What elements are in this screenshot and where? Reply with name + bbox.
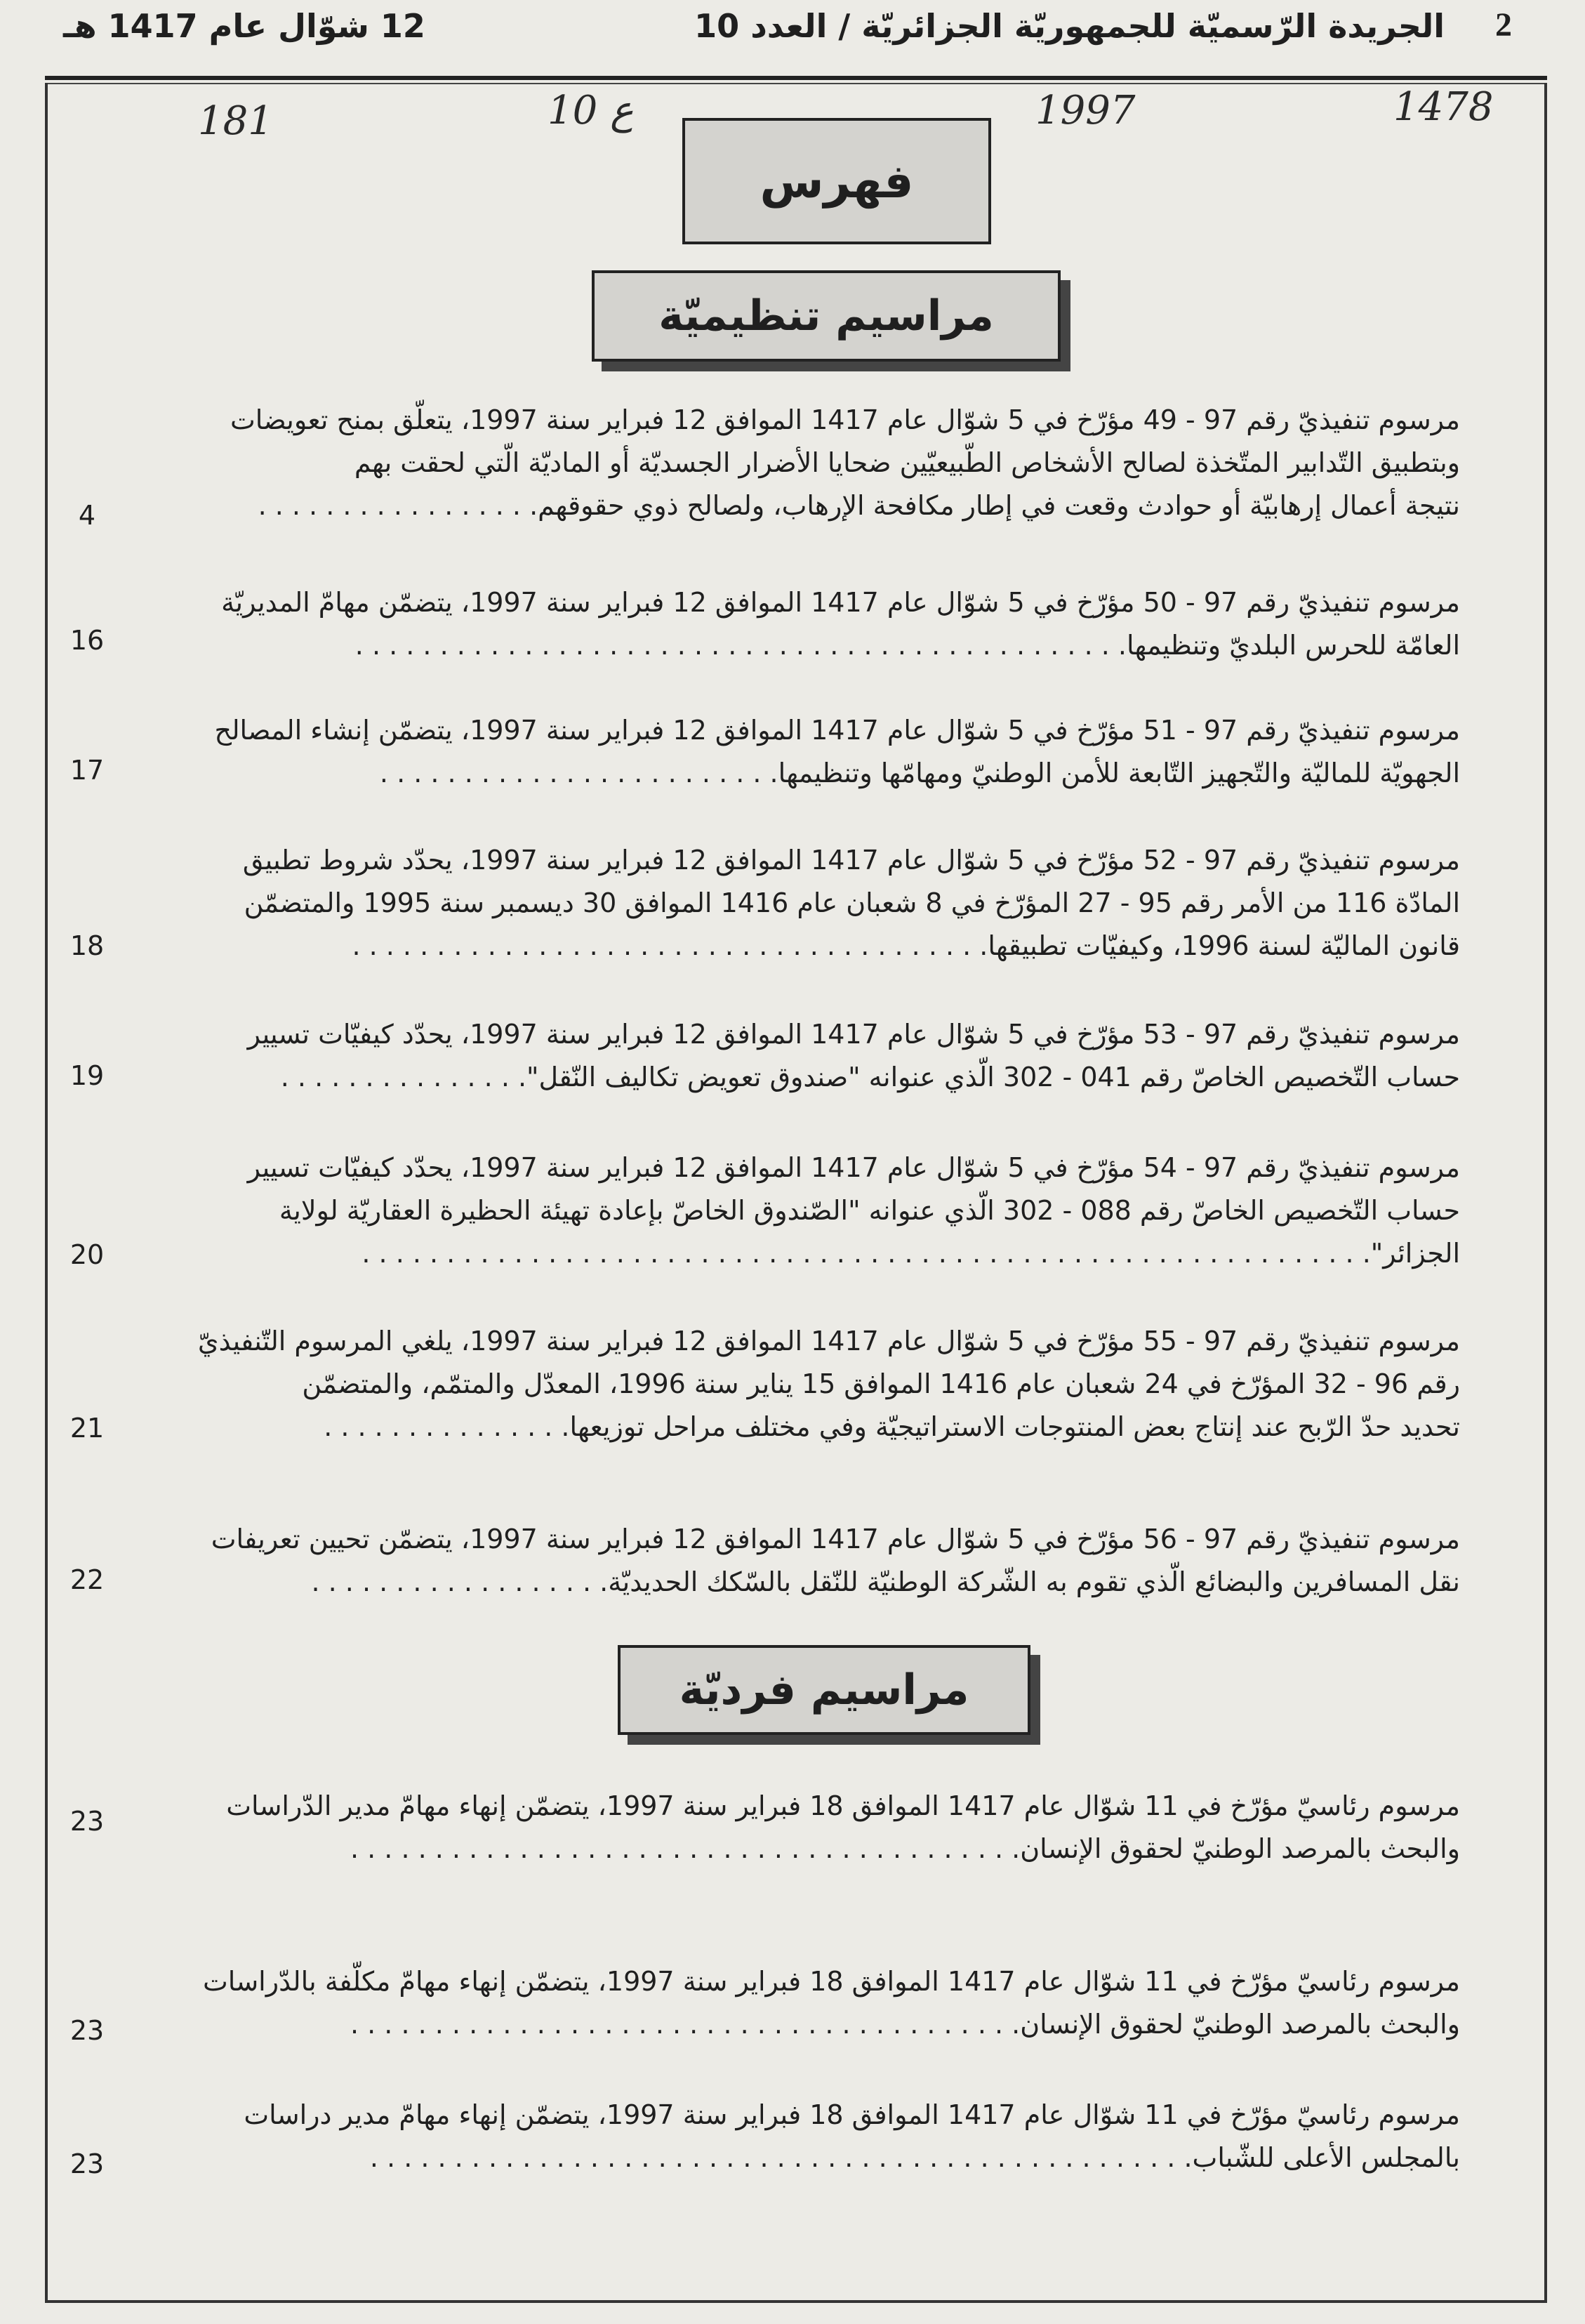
frame-bottom — [45, 2300, 1547, 2303]
entry-line: الجزائر". . . . . . . . . . . . . . . . . . . . . . . . . . . . . . . . . . . . . . . . . . . . . . . . . . . . . . . . . . . . — [362, 1238, 1460, 1269]
header-rule — [45, 76, 1547, 80]
entry-line: مرسوم تنفيذيّ رقم 97 - 50 مؤرّخ في 5 شوّال عام 1417 الموافق 12 فبراير سنة 1997، يتضمّن مهامّ المديريّة — [221, 587, 1460, 618]
gazette-title: الجريدة الرّسميّة للجمهوريّة الجزائريّة / العدد 10 — [694, 7, 1445, 45]
entry-line: العامّة للحرس البلديّ وتنظيمها. . . . . . . . . . . . . . . . . . . . . . . . . . . . . . . . . . . . . . . . . . . . . . — [354, 630, 1460, 661]
toc-entry — [158, 1147, 1460, 1275]
frame-left — [45, 83, 48, 2302]
entry-page-number: 21 — [69, 1413, 105, 1444]
entry-line: مرسوم تنفيذيّ رقم 97 - 49 مؤرّخ في 5 شوّال عام 1417 الموافق 12 فبراير سنة 1997، يتعلّق بمنح تعويضات — [230, 404, 1460, 435]
hijri-date: 12 شوّال عام 1417 هـ — [63, 7, 425, 45]
entry-line: مرسوم تنفيذيّ رقم 97 - 51 مؤرّخ في 5 شوّال عام 1417 الموافق 12 فبراير سنة 1997، يتضمّن إنشاء المصالح — [214, 715, 1460, 746]
toc-entry — [158, 709, 1460, 795]
entry-page-number: 17 — [69, 755, 105, 786]
entry-line: مرسوم رئاسيّ مؤرّخ في 11 شوّال عام 1417 الموافق 18 فبراير سنة 1997، يتضمّن إنهاء مهامّ مدير دراسات — [244, 2099, 1460, 2130]
toc-entry — [158, 1320, 1460, 1448]
toc-entry — [158, 1518, 1460, 1604]
entry-line: وبتطبيق التّدابير المتّخذة لصالح الأشخاص الطّبيعيّين ضحايا الأضرار الجسديّة أو الماديّة الّتي لحقت بهم — [354, 447, 1460, 478]
entry-page-number: 19 — [69, 1060, 105, 1091]
entry-line: حساب التّخصيص الخاصّ رقم 088 - 302 الّذي عنوانه "الصّندوق الخاصّ بإعادة تهيئة الحظيرة العقاريّة لولاية — [279, 1195, 1460, 1226]
page-number: 2 — [1495, 6, 1512, 44]
entry-line: مرسوم تنفيذيّ رقم 97 - 52 مؤرّخ في 5 شوّال عام 1417 الموافق 12 فبراير سنة 1997، يحدّد شروط تطبيق — [242, 845, 1460, 876]
entry-line: مرسوم تنفيذيّ رقم 97 - 54 مؤرّخ في 5 شوّال عام 1417 الموافق 12 فبراير سنة 1997، يحدّد كيفيّات تسيير — [247, 1152, 1460, 1183]
toc-entry — [158, 1785, 1460, 1870]
entry-line: والبحث بالمرصد الوطنيّ لحقوق الإنسان. . . . . . . . . . . . . . . . . . . . . . . . . . . . . . . . . . . . . . . . — [350, 2009, 1460, 2040]
handwritten-note-d: 181 — [198, 98, 273, 144]
entry-page-number: 23 — [69, 2148, 105, 2179]
section-heading-individual: مراسيم فرديّة — [618, 1645, 1030, 1735]
toc-entry — [158, 1960, 1460, 2046]
entry-page-number: 4 — [78, 500, 96, 531]
entry-line: الجهويّة للماليّة والتّجهيز التّابعة للأمن الوطنيّ ومهامّها وتنظيمها. . . . . . . . . . . . . . . . . . . . . . . . — [379, 758, 1460, 788]
toc-entry — [158, 399, 1460, 527]
entry-line: والبحث بالمرصد الوطنيّ لحقوق الإنسان. . . . . . . . . . . . . . . . . . . . . . . . . . . . . . . . . . . . . . . . — [350, 1833, 1460, 1864]
entry-page-number: 16 — [69, 625, 105, 656]
header-rule-thin — [45, 83, 1547, 84]
entry-page-number: 22 — [69, 1564, 105, 1595]
entry-page-number: 23 — [69, 1806, 105, 1837]
handwritten-note-b: 1997 — [1035, 88, 1136, 133]
entry-line: مرسوم رئاسيّ مؤرّخ في 11 شوّال عام 1417 الموافق 18 فبراير سنة 1997، يتضمّن إنهاء مهامّ مدير الدّراسات — [226, 1790, 1460, 1821]
toc-entry — [158, 2094, 1460, 2179]
entry-line: مرسوم رئاسيّ مؤرّخ في 11 شوّال عام 1417 الموافق 18 فبراير سنة 1997، يتضمّن إنهاء مهامّ مكلّفة بالدّراسات — [202, 1966, 1460, 1997]
toc-entry — [158, 581, 1460, 667]
toc-entry — [158, 1013, 1460, 1099]
entry-line: رقم 96 - 32 المؤرّخ في 24 شعبان عام 1416 الموافق 15 يناير سنة 1996، المعدّل والمتمّم، والمتضمّن — [302, 1368, 1460, 1399]
entry-line: تحديد حدّ الرّبح عند إنتاج بعض المنتوجات الاستراتيجيّة وفي مختلف مراحل توزيعها. . . . . . . . . . . . . . . — [324, 1411, 1460, 1442]
entry-line: مرسوم تنفيذيّ رقم 97 - 56 مؤرّخ في 5 شوّال عام 1417 الموافق 12 فبراير سنة 1997، يتضمّن تحيين تعريفات — [211, 1524, 1460, 1554]
entry-line: قانون الماليّة لسنة 1996، وكيفيّات تطبيقها. . . . . . . . . . . . . . . . . . . . . . . . . . . . . . . . . . . . . . — [352, 930, 1460, 961]
toc-entry — [158, 839, 1460, 968]
handwritten-note-c: ع 10 — [548, 88, 634, 133]
entry-line: بالمجلس الأعلى للشّباب. . . . . . . . . . . . . . . . . . . . . . . . . . . . . . . . . . . . . . . . . . . . . . . . . — [369, 2142, 1460, 2173]
entry-line: حساب التّخصيص الخاصّ رقم 041 - 302 الّذي عنوانه "صندوق تعويض تكاليف النّقل". . . . . . . . . . . . . . . — [280, 1062, 1460, 1092]
entry-line: مرسوم تنفيذيّ رقم 97 - 55 مؤرّخ في 5 شوّال عام 1417 الموافق 12 فبراير سنة 1997، يلغي المرسوم التّنفيذيّ — [197, 1326, 1460, 1356]
main-title: فهرس — [682, 118, 991, 244]
entry-line: المادّة 116 من الأمر رقم 95 - 27 المؤرّخ في 8 شعبان عام 1416 الموافق 30 ديسمبر سنة 1995 والمتضمّن — [244, 887, 1460, 918]
section-heading-regulatory: مراسيم تنظيميّة — [592, 270, 1061, 362]
handwritten-note-a: 1478 — [1393, 84, 1494, 130]
entry-page-number: 18 — [69, 930, 105, 961]
frame-right — [1544, 83, 1547, 2302]
entry-line: مرسوم تنفيذيّ رقم 97 - 53 مؤرّخ في 5 شوّال عام 1417 الموافق 12 فبراير سنة 1997، يحدّد كيفيّات تسيير — [247, 1019, 1460, 1050]
entry-line: نتيجة أعمال إرهابيّة أو حوادث وقعت في إطار مكافحة الإرهاب، ولصالح ذوي حقوقهم. . . . . . . . . . . . . . . . . — [258, 490, 1460, 521]
entry-line: نقل المسافرين والبضائع الّذي تقوم به الشّركة الوطنيّة للنّقل بالسّكك الحديديّة. . . . . . . . . . . . . . . . . . — [311, 1566, 1460, 1597]
entry-page-number: 23 — [69, 2015, 105, 2046]
entry-page-number: 20 — [69, 1239, 105, 1270]
